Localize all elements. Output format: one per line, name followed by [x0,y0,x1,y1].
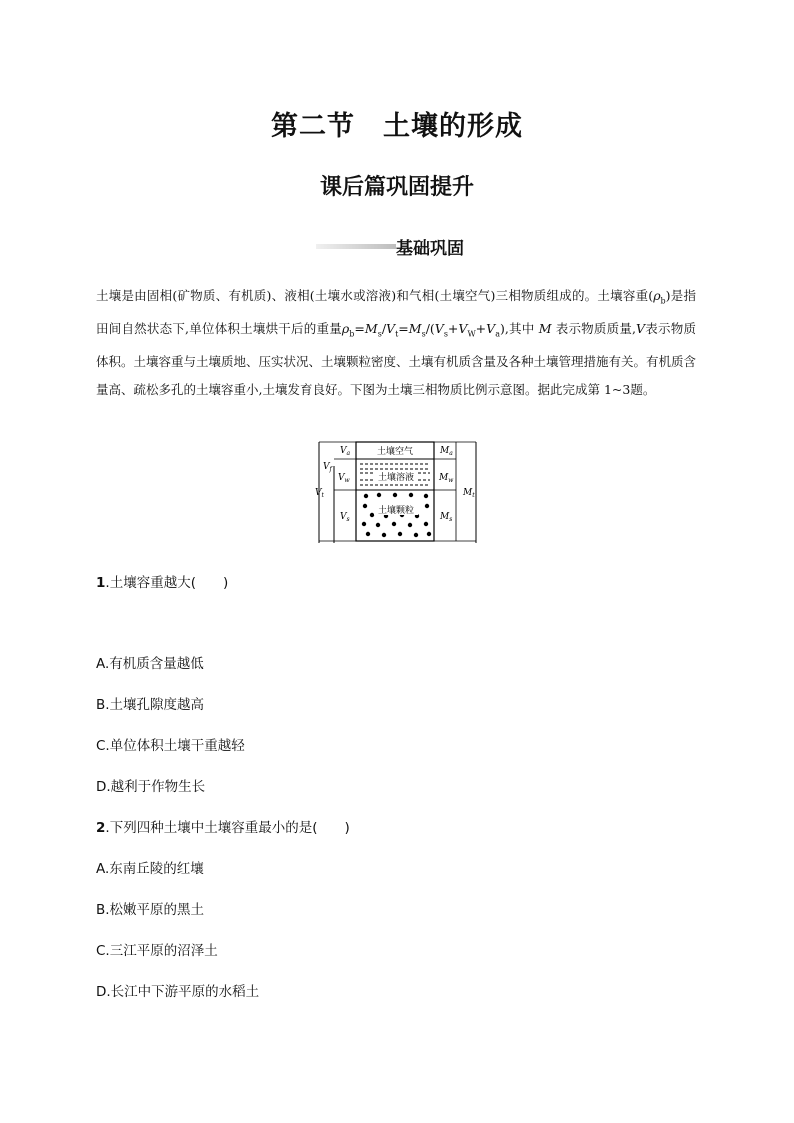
mw-label: $M_w$ [439,473,454,484]
ms-label: $M_s$ [440,512,453,523]
vw-label: $V_w$ [338,473,350,484]
section-label: 基础巩固 [396,239,464,259]
passage-text-1: 土壤是由固相(矿物质、有机质)、液相(土壤水或溶液)和气相(土壤空气)三相物质组成的。土壤容重( [96,288,654,303]
passage-text-4: 表示物质质量, [555,321,637,336]
question-2-option-c[interactable]: C.三江平原的沼泽土 [96,943,218,959]
passage-text-5: 表示物质体积。土壤容重与土壤质地、压实状况、土壤颗粒密度、土壤有机质含量及各种土壤管理措施有关。有机质含量高、疏松多孔的土壤容重小,土壤发育良好。下图为土壤三相物质比例示意图。据此完成第 1~3题。 [96,321,697,397]
passage-text-3: ,其中 [504,321,535,336]
question-2-option-d[interactable]: D.长江中下游平原的水稻土 [96,984,260,1000]
question-1-option-b[interactable]: B.土壤孔隙度越高 [96,697,205,713]
section-bar-decoration [316,244,396,249]
passage-text-2: )是指田间自然状态下,单位体积土壤烘干后的重量 [96,288,696,336]
air-label: 土壤空气 [376,447,414,457]
question-1-option-c[interactable]: C.单位体积土壤干重越轻 [96,738,245,754]
question-2-option-b[interactable]: B.松嫩平原的黑土 [96,902,205,918]
reading-passage: 土壤是由固相(矿物质、有机质)、液相(土壤水或溶液)和气相(土壤空气)三相物质组成的。土壤容重$(\rho_b)$是指田间自然状态下,单位体积土壤烘干后的重量$\rho_b=M_s/V_t=M_s/(V_s+V_W+V_a)$,其中 M 表示物质质量,V表示物质体积。土壤容重与土壤质地、压实状况、土壤颗粒密度、土壤有机质含量及各种土壤管理措施有关。有机质含量高、疏松多孔的土壤容重小,土壤发育良好。下图为土壤三相物质比例示意图。据此完成第 1~3题。 [96,288,697,397]
vf-label: $V_f$ [323,462,332,473]
page-subtitle: 课后篇巩固提升 [319,175,474,200]
solution-label: 土壤溶液 [377,473,415,483]
ma-label: $M_a$ [440,446,453,457]
question-1-option-a[interactable]: A.有机质含量越低 [96,656,204,672]
question-1-option-d[interactable]: D.越利于作物生长 [96,779,206,795]
particles-label: 土壤颗粒 [377,506,415,516]
vs-label: $V_s$ [340,512,350,523]
page-title: 第二节 土壤的形成 [271,111,523,142]
question-2-stem: 2.下列四种土壤中土壤容重最小的是( ) [96,820,350,836]
soil-three-phase-diagram [316,440,480,544]
mt-label: $M_t$ [463,488,475,499]
vt-label: $V_t$ [315,488,324,499]
question-2-option-a[interactable]: A.东南丘陵的红壤 [96,861,204,877]
va-label: $V_a$ [340,446,351,457]
question-1-stem: 1.土壤容重越大( ) [96,575,229,591]
